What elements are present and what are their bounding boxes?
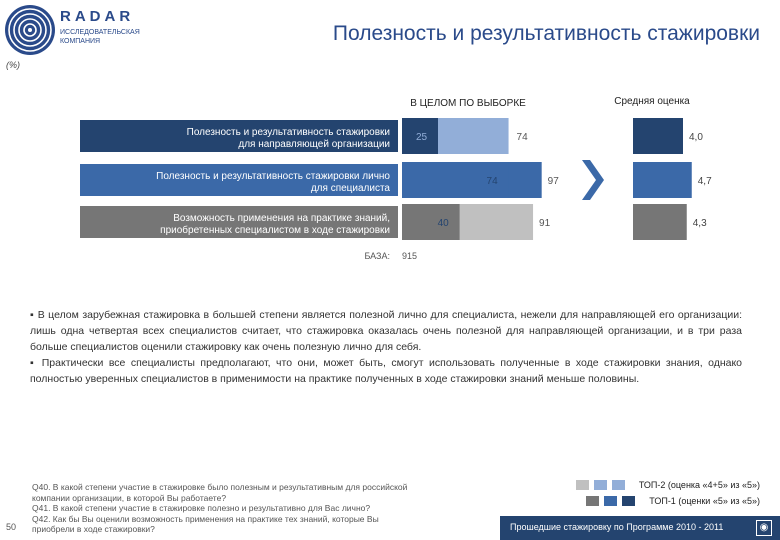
- bullet-icon: ▪: [30, 309, 38, 321]
- section-header-average: Средняя оценка: [614, 96, 690, 107]
- unit-label: (%): [6, 60, 20, 70]
- section-header-overall: В ЦЕЛОМ ПО ВЫБОРКЕ: [410, 98, 526, 109]
- finding-1: [30, 307, 742, 355]
- category-label: для направляющей организации: [238, 139, 390, 150]
- data-label-top2: 97: [547, 176, 559, 187]
- chevron-right-icon: [582, 160, 604, 200]
- page-number: 50: [6, 522, 17, 532]
- legend-top1-label: ТОП-1 (оценки «5» из «5»): [649, 496, 760, 506]
- page-title: Полезность и результативность стажировки: [332, 22, 760, 45]
- questions-block: [32, 482, 492, 535]
- base-label: БАЗА:: [364, 251, 390, 261]
- legend-swatch-gray: [586, 496, 599, 506]
- legend-swatch-navy: [622, 496, 635, 506]
- data-label-top1: 74: [486, 176, 498, 187]
- brand-name: RADAR: [60, 8, 135, 25]
- question-q42-line1: Q42. Как бы Вы оценили возможность применения на практике тех знаний, которые Вы: [32, 513, 379, 524]
- bar-average: [633, 162, 692, 198]
- data-label-top2: 91: [539, 218, 551, 229]
- finding-2: [30, 355, 742, 387]
- question-q41: Q41. В какой степени участие в стажировке полезно и результативно для Вас лично?: [32, 503, 371, 513]
- bullet-icon: ▪: [30, 357, 42, 369]
- data-label-average: 4,0: [689, 132, 703, 143]
- finding-2-text: Практически все специалисты предполагают, что они, может быть, смогут использовать полученные в ходе стажировки знания, однако полностью уверенных специалистов в применимости на практике полученных в ходе стажировки знаний меньше половины.: [30, 357, 743, 385]
- legend-swatch-lightblue: [612, 480, 625, 490]
- legend-top1: [581, 496, 760, 506]
- bar-average: [633, 204, 687, 240]
- legend-top2-label: ТОП-2 (оценка «4+5» из «5»): [638, 480, 760, 490]
- data-label-top1: 25: [416, 132, 428, 143]
- legend-top2: [571, 480, 760, 490]
- data-label-top1: 40: [437, 218, 449, 229]
- question-q42-line2: приобрели в ходе стажировки?: [32, 524, 155, 534]
- bar-average: [633, 118, 683, 154]
- legend-swatch-lightgray: [576, 480, 589, 490]
- question-q40-line1: Q40. В какой степени участие в стажировке было полезным и результативным для российской: [32, 482, 408, 492]
- base-value: 915: [402, 251, 418, 261]
- question-q40-line2: компании организации, в которой Вы работаете?: [32, 492, 227, 503]
- category-label: для специалиста: [310, 183, 390, 194]
- finding-1-text: В целом зарубежная стажировка в большей степени является полезной лично для специалиста, нежели для направляющей его организации: лишь одна четвертая всех специалистов считает, что стажировка оказалась очень полезной для направляющей организации, и в три раза больше специалистов оценили стажировку как очень полезную лично для себя.: [30, 309, 743, 353]
- category-label: Полезность и результативность стажировки: [186, 127, 390, 138]
- footer-text: Прошедшие стажировку по Программе 2010 - 2011: [510, 522, 724, 532]
- category-label: приобретенных специалистом в ходе стажировки: [160, 225, 390, 236]
- data-label-top2: 74: [516, 132, 528, 143]
- footer-logo-icon: ◉: [756, 520, 772, 536]
- category-label: Возможность применения на практике знаний,: [173, 213, 390, 224]
- legend-swatch-lightblue: [594, 480, 607, 490]
- bar-top1: [402, 204, 460, 240]
- data-label-average: 4,7: [697, 176, 712, 187]
- findings-text: [30, 307, 742, 387]
- category-label: Полезность и результативность стажировки лично: [156, 171, 390, 182]
- brand-subtitle: ИССЛЕДОВАТЕЛЬСКАЯ КОМПАНИЯ: [60, 29, 140, 45]
- data-label-average: 4,3: [692, 218, 707, 229]
- legend-swatch-blue: [604, 496, 617, 506]
